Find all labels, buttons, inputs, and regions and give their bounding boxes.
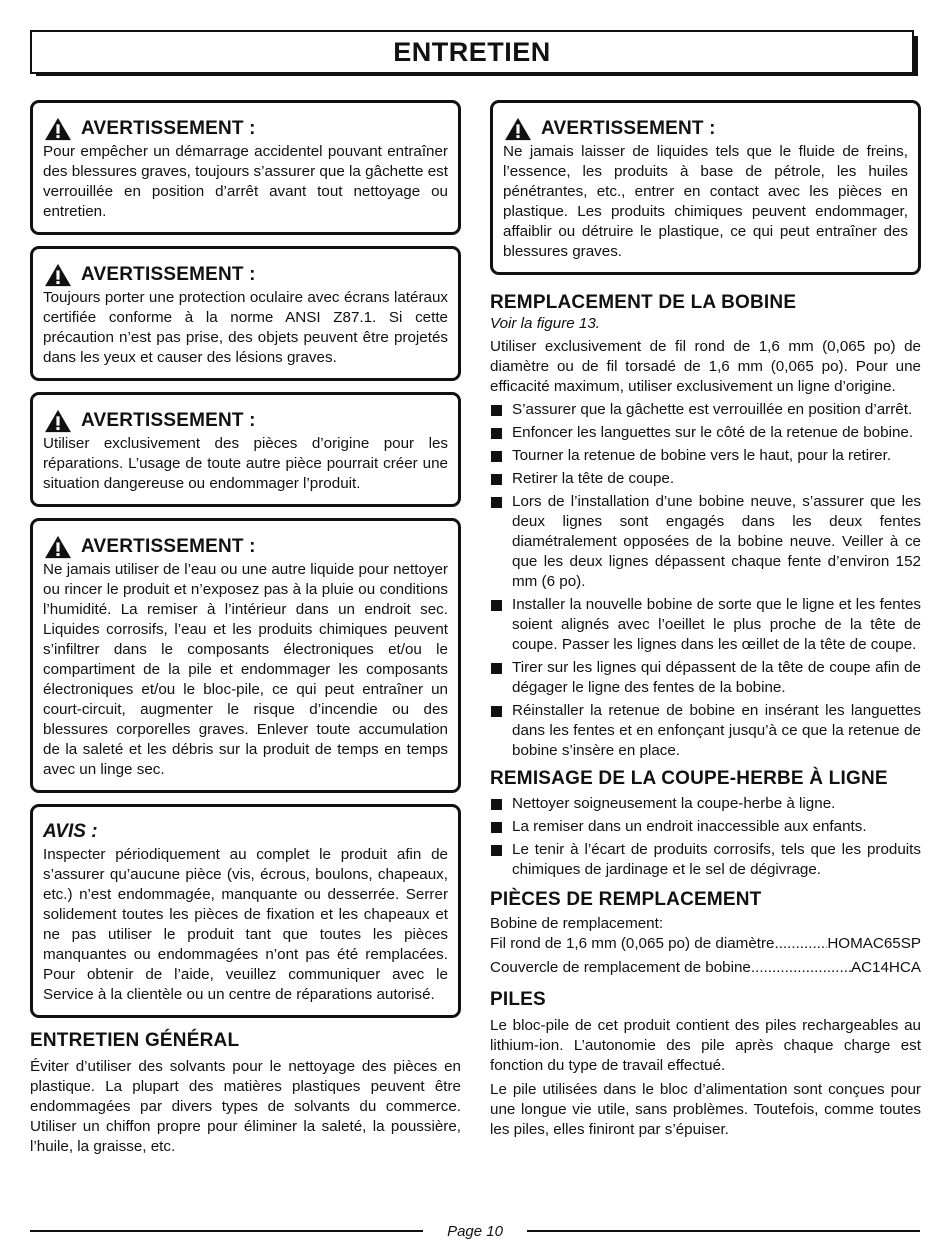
- parts-row: [490, 934, 921, 954]
- warning-box: [30, 246, 461, 381]
- notice-text: Inspecter périodiquement au complet le produit afin de s’assurer qu’aucune pièce (vis, écrous, boulons, chapeaux, etc.) n’est endommagée, manquante ou desserrée. Serrer solidement toutes les pièces de fixation et les chapeaux et ne pas utiliser le produit tant que toutes les pièces manquantes ou endommagées n’ont pas été remplacées. Pour obtenir de l’aide, veuillez communiquer avec le Service à la clientèle ou un centre de réparations autorisé.: [43, 846, 448, 1003]
- bullet-square-icon: [491, 799, 502, 810]
- replacement-parts-intro: Bobine de remplacement:: [490, 915, 664, 932]
- bullet-square-icon: [491, 405, 502, 416]
- warning-title: AVERTISSEMENT :: [541, 118, 716, 139]
- bullet-square-icon: [491, 845, 502, 856]
- warning-text: Utiliser exclusivement des pièces d’origine pour les réparations. L’usage de toute autre pièce pourrait créer une situation dangereuse ou endommager l’produit.: [43, 435, 448, 492]
- right-column: [490, 100, 921, 1140]
- warning-title: AVERTISSEMENT :: [81, 410, 256, 431]
- spool-intro-text: Utiliser exclusivement de fil rond de 1,6 mm (0,065 po) de diamètre ou de fil torsadé de 1,6 mm (0,065 po). Pour une efficacité maximum, utiliser exclusivement un ligne d’origine.: [490, 338, 921, 395]
- general-maintenance-heading: ENTRETIEN GÉNÉRAL: [30, 1030, 240, 1051]
- storage-steps-list: [490, 794, 921, 880]
- part-label: Couvercle de remplacement de bobine: [490, 959, 751, 976]
- warning-title: AVERTISSEMENT :: [81, 264, 256, 285]
- warning-title: AVERTISSEMENT :: [81, 118, 256, 139]
- spool-steps-list: [490, 400, 921, 761]
- page-footer: [30, 1220, 920, 1242]
- warning-triangle-icon: [43, 409, 73, 433]
- bullet-square-icon: [491, 451, 502, 462]
- left-column: [30, 100, 461, 1157]
- warning-triangle-icon: [43, 535, 73, 559]
- warning-triangle-icon: [43, 263, 73, 287]
- page-number: Page 10: [447, 1222, 503, 1240]
- warning-box: [490, 100, 921, 275]
- list-item: Réinstaller la retenue de bobine en insérant les languettes dans les fentes et en enfonçant jusqu’à ce que la retenue de bobine s’insère en place.: [490, 701, 921, 761]
- warning-text: Ne jamais utiliser de l’eau ou une autre liquide pour nettoyer ou rincer le produit et n’exposez pas à la pluie ou conditions l’humidité. La remiser à l’intérieur dans un endroit sec. Liquides corrosifs, l’eau et les produits chimiques peuvent s’infiltrer dans le composants électroniques et/ou le compartiment de la pile et endommager les composants électroniques et/ou le bloc-pile, ce qui peut entraîner un court-circuit, augmenter le risque d’incendie ou des blessures corporelles graves. Enlever toute accumulation de la saleté et les débris sur la produit de temps en temps avec un linge sec.: [43, 561, 448, 778]
- list-item: Le tenir à l’écart de produits corrosifs, tels que les produits chimiques de jardinage et le sel de dégivrage.: [490, 840, 921, 880]
- warning-text: Pour empêcher un démarrage accidentel pouvant entraîner des blessures graves, toujours s’assurer que la gâchette est verrouillée en position d’arrêt avant tout nettoyage ou entretien.: [43, 143, 448, 220]
- warning-triangle-icon: [503, 117, 533, 141]
- warning-triangle-icon: [43, 117, 73, 141]
- parts-row: [490, 958, 921, 978]
- warning-box: [30, 518, 461, 793]
- figure-reference: Voir la figure 13.: [490, 315, 601, 332]
- batteries-heading: PILES: [490, 989, 546, 1010]
- warning-title: AVERTISSEMENT :: [81, 536, 256, 557]
- batteries-paragraph: Le bloc-pile de cet produit contient des piles rechargeables au lithium-ion. L’autonomie des pile après chaque charge est fonction du type de travail effectué.: [490, 1017, 921, 1074]
- page-title: ENTRETIEN: [393, 36, 551, 67]
- list-item: S’assurer que la gâchette est verrouillée en position d’arrêt.: [490, 400, 921, 420]
- footer-rule-right: [527, 1230, 920, 1232]
- warning-text: Ne jamais laisser de liquides tels que le fluide de freins, l’essence, les produits à base de pétrole, les huiles pénétrantes, etc., entrer en contact avec les pièces en plastique. Les produits chimiques peuvent endommager, affaiblir ou détruire le plastique, ce qui peut entraîner des blessures graves.: [503, 143, 908, 260]
- warning-box: [30, 100, 461, 235]
- bullet-square-icon: [491, 428, 502, 439]
- replacement-parts-heading: PIÈCES DE REMPLACEMENT: [490, 889, 762, 910]
- spool-replacement-heading: REMPLACEMENT DE LA BOBINE: [490, 292, 797, 313]
- list-item: Nettoyer soigneusement la coupe-herbe à ligne.: [490, 794, 921, 814]
- bullet-square-icon: [491, 706, 502, 717]
- list-item: Tourner la retenue de bobine vers le haut, pour la retirer.: [490, 446, 921, 466]
- list-item: La remiser dans un endroit inaccessible aux enfants.: [490, 817, 921, 837]
- batteries-paragraph: Le pile utilisées dans le bloc d’alimentation sont conçues pour une longue vie utile, sans problèmes. Toutefois, comme toutes les piles, elles finiront par s’épuiser.: [490, 1081, 921, 1138]
- notice-title: AVIS :: [43, 821, 98, 842]
- leader-dots: [751, 958, 851, 978]
- title-box: [30, 30, 914, 74]
- part-code: AC14HCA: [850, 959, 921, 976]
- bullet-square-icon: [491, 600, 502, 611]
- bullet-square-icon: [491, 474, 502, 485]
- list-item: Lors de l’installation d’une bobine neuve, s’assurer que les deux lignes sont engagés dans les deux fentes diamétralement opposées de la bobine neuve. Veiller à ce que les deux lignes dépassent chaque fente d’environ 152 mm (6 po).: [490, 492, 921, 592]
- storage-heading: REMISAGE DE LA COUPE-HERBE À LIGNE: [490, 768, 888, 789]
- leader-dots: [774, 934, 827, 954]
- list-item: Tirer sur les lignes qui dépassent de la tête de coupe afin de dégager le ligne des fentes de la bobine.: [490, 658, 921, 698]
- warning-text: Toujours porter une protection oculaire avec écrans latéraux certifiée conforme à la norme ANSI Z87.1. Si cette précaution n’est pas prise, des objets peuvent être projetés dans les yeux et causer des lésions graves.: [43, 289, 448, 366]
- list-item: Installer la nouvelle bobine de sorte que le ligne et les fentes soient alignés avec l’oeillet le plus proche de la tête de coupe. Passer les lignes dans les œillet de la tête de coupe.: [490, 595, 921, 655]
- section-title-bar: [30, 30, 920, 78]
- list-item: Enfoncer les languettes sur le côté de la retenue de bobine.: [490, 423, 921, 443]
- list-item: Retirer la tête de coupe.: [490, 469, 921, 489]
- footer-rule-left: [30, 1230, 423, 1232]
- bullet-square-icon: [491, 497, 502, 508]
- part-code: HOMAC65SP: [827, 935, 921, 952]
- bullet-square-icon: [491, 663, 502, 674]
- notice-box: [30, 804, 461, 1018]
- part-label: Fil rond de 1,6 mm (0,065 po) de diamètre: [490, 935, 775, 952]
- general-maintenance-text: Éviter d’utiliser des solvants pour le nettoyage des pièces en plastique. La plupart des matières plastiques peuvent être endommagées par divers types de solvants du commerce. Utiliser un chiffon propre pour éliminer la saleté, la poussière, l’huile, la graisse, etc.: [30, 1058, 461, 1155]
- warning-box: [30, 392, 461, 507]
- bullet-square-icon: [491, 822, 502, 833]
